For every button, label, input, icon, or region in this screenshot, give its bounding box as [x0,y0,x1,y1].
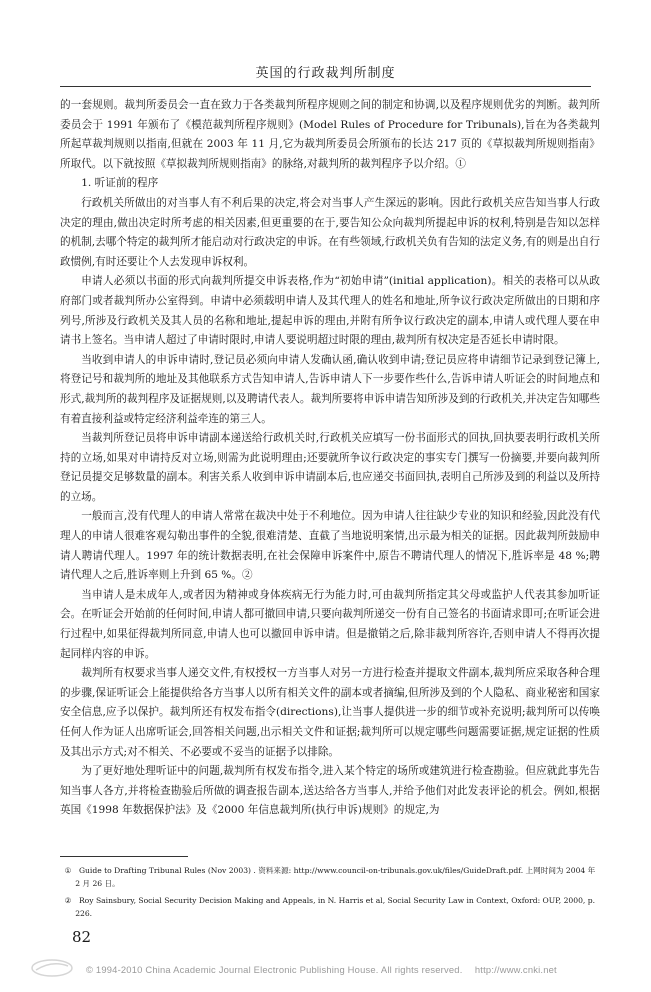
paragraph: 当申请人是未成年人,或者因为精神或身体疾病无行为能力时,可由裁判所指定其父母或监护人代表其参加听证会。在听证会开始前的任何时间,申请人都可撤回申请,只要向裁判所递交一份有自己签名的书面请求即可;在听证会进行过程中,如果征得裁判所同意,申请人也可以撤回申诉申请。但是撤销之后,除非裁判所容许,否则申请人不得再次提起同样内容的申诉。 [60,588,600,660]
paragraph: 当收到申请人的申诉申请时,登记员必须向申请人发确认函,确认收到申请;登记员应将申请细节记录到登记簿上,将登记号和裁判所的地址及其他联系方式告知申请人,告诉申请人下一步要作些什么,告诉申请人听证会的时间地点和形式,裁判所的裁判程序及证据规则,以及聘请代表人。裁判所要将申诉申请告知所涉及到的行政机关,并决定告知哪些有着直接利益或特定经济利益牵连的第三人。 [60,353,600,425]
article-body [60,96,600,821]
running-header: 英国的行政裁判所制度 [255,66,396,81]
paragraph: 为了更好地处理听证中的问题,裁判所有权发布指令,进入某个特定的场所或建筑进行检查勘验。但应就此事先告知当事人各方,并将检查勘验后所做的调查报告副本,送达给各方当事人,并给予他们对此发表评论的机会。例如,根据英国《1998 年数据保护法》及《2000 年信息裁判所(执行申诉)规则》的规定,为 [60,765,600,817]
publisher-logo-icon [30,958,74,978]
paragraph: 行政机关所做出的对当事人有不利后果的决定,将会对当事人产生深远的影响。因此行政机关应告知当事人行政决定的理由,做出决定时所考虑的相关因素,但更重要的在于,要告知公众向裁判所提起申诉的权利,特别是告知以怎样的机制,去哪个特定的裁判所才能启动对行政决定的申诉。在有些领域,行政机关负有告知的法定义务,有的则是出自行政惯例,有时还要让个人去发现申诉权利。 [60,196,600,268]
copyright-notice: © 1994-2010 China Academic Journal Electronic Publishing House. All rights reserved. http://www.cnki.net [86,964,557,975]
paragraph: 申请人必须以书面的形式向裁判所提交申诉表格,作为“初始申请”(initial application)。相关的表格可以从政府部门或者裁判所办公室得到。申请中必须载明申请人及其代理人的姓名和地址,所争议行政决定所做出的日期和序列号,所涉及行政机关及其人员的名称和地址,提起申诉的理由,并附有所争议行政决定的副本,申请人或代理人要在申请书上签名。当申请人超过了申请时限时,申请人要说明超过时限的理由,裁判所有权决定是否延长申请时限。 [60,275,600,347]
footnotes [60,864,600,924]
footnote-rule [60,856,188,857]
paragraph: 的一套规则。裁判所委员会一直在致力于各类裁判所程序规则之间的制定和协调,以及程序规则优劣的判断。裁判所委员会于 1991 年颁布了《模范裁判所程序规则》(Model Rules of Procedure for Tribunals),旨在为各类裁判所起草裁判规则以指南,但就在 2003 年 11 月,它为裁判所委员会所颁布的长达 217 页的《草拟裁判所规则指南》所取代。以下就按照《草拟裁判所规则指南》的脉络,对裁判所的裁判程序予以介绍。① [60,99,600,170]
section-heading: 1. 听证前的程序 [81,177,159,190]
paragraph: 裁判所有权要求当事人递交文件,有权授权一方当事人对另一方进行检查并提取文件副本,裁判所应采取各种合理的步骤,保证听证会上能提供给各方当事人以所有相关文件的副本或者摘编,但所涉及到的个人隐私、商业秘密和国家安全信息,应予以保护。裁判所还有权发布指令(directions),让当事人提供进一步的细节或补充说明;裁判所可以传唤任何人作为证人出席听证会,回答相关问题,出示相关文件和证据;裁判所可以规定哪些问题需要证据,规定证据的性质及其出示方式;对不相关、不必要或不妥当的证据予以排除。 [60,667,600,758]
footnote: ② Roy Sainsbury, Social Security Decision Making and Appeals, in N. Harris et al, Social Security Law in Context, Oxford: OUP, 2000, p. 226. [64,896,596,918]
footnote: ① Guide to Drafting Tribunal Rules (Nov 2003) . 资料来源: http://www.council-on-tribunals.gov.uk/files/GuideDraft.pdf. 上网时间为 2004 年 2 月 26 日。 [64,866,596,888]
paragraph: 当裁判所登记员将申诉申请副本递送给行政机关时,行政机关应填写一份书面形式的回执,回执要表明行政机关所持的立场,如果对申请持反对立场,则需为此说明理由;还要就所争议行政决定的事实专门撰写一份摘要,并要向裁判所登记员提交足够数量的副本。利害关系人收到申诉申请副本后,也应递交书面回执,表明自己所涉及到的利益以及所持的立场。 [60,432,600,503]
paragraph: 一般而言,没有代理人的申请人常常在裁决中处于不利地位。因为申请人往往缺少专业的知识和经验,因此没有代理人的申请人很难客观勾勒出事件的全貌,很难清楚、直截了当地说明案情,出示最为相关的证据。因此裁判所鼓励申请人聘请代理人。1997 年的统计数据表明,在社会保障申诉案件中,原告不聘请代理人的情况下,胜诉率是 48 %;聘请代理人之后,胜诉率则上升到 65 %。② [60,510,600,582]
header-rule [60,86,591,87]
page-number: 82 [72,928,92,946]
